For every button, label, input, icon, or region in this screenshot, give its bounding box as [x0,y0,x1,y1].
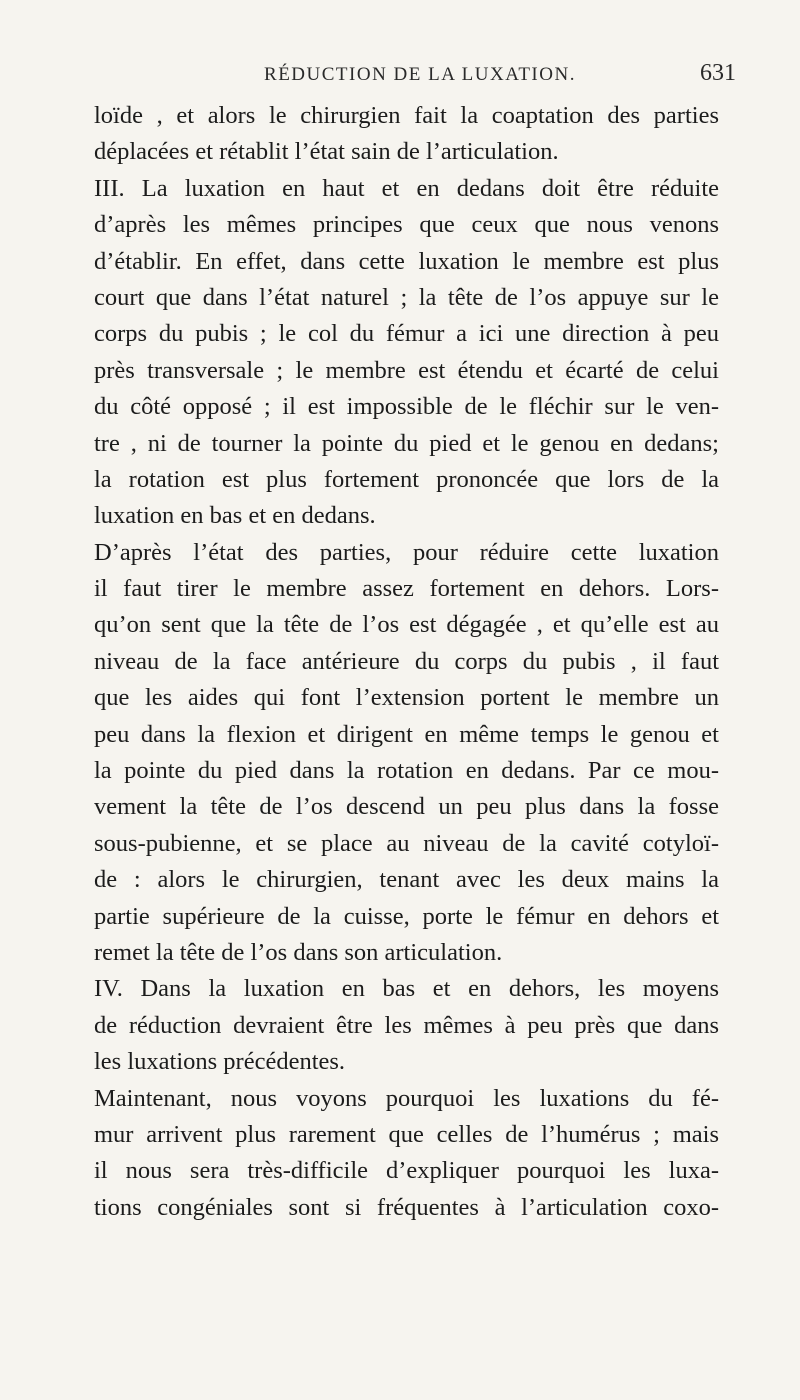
text-line: il faut tirer le membre assez fortement en dehors. Lors- [94,575,719,603]
text-line: D’après l’état des parties, pour réduire cette luxation [94,538,719,566]
text-line: près transversale ; le membre est étendu et écarté de celui [94,356,719,384]
text-line: Maintenant, nous voyons pourquoi les luxations du fé- [94,1084,719,1112]
text-line: de réduction devraient être les mêmes à peu près que dans [94,1011,719,1039]
text-line: qu’on sent que la tête de l’os est dégagée , et qu’elle est au [94,611,719,639]
page-number: 631 [700,60,736,86]
text-line: la rotation est plus fortement prononcée que lors de la [94,465,719,493]
text-line: vement la tête de l’os descend un peu plus dans la fosse [94,793,719,821]
text-line: court que dans l’état naturel ; la tête de l’os appuye sur le [94,283,719,311]
text-line: que les aides qui font l’extension portent le membre un [94,684,719,712]
text-line: mur arrivent plus rarement que celles de l’humérus ; mais [94,1120,719,1148]
text-line: IV. Dans la luxation en bas et en dehors, les moyens [94,975,719,1003]
text-line: loïde , et alors le chirurgien fait la coaptation des parties [94,102,719,129]
body-text [94,98,719,1226]
text-line: d’établir. En effet, dans cette luxation le membre est plus [94,247,719,275]
text-line: niveau de la face antérieure du corps du pubis , il faut [94,647,719,675]
text-line: III. La luxation en haut et en dedans doit être réduite [94,174,719,202]
text-line: tions congéniales sont si fréquentes à l’articulation coxo- [94,1193,719,1221]
text-line: peu dans la flexion et dirigent en même temps le genou et [94,720,719,748]
text-line: tre , ni de tourner la pointe du pied et le genou en dedans; [94,429,719,457]
text-line: il nous sera très-difficile d’expliquer pourquoi les luxa- [94,1157,719,1185]
text-line: corps du pubis ; le col du fémur a ici une direction à peu [94,320,719,348]
text-line: du côté opposé ; il est impossible de le fléchir sur le ven- [94,393,719,421]
text-line: les luxations précédentes. [94,1048,346,1076]
text-line: d’après les mêmes principes que ceux que nous venons [94,211,719,239]
text-line: luxation en bas et en dedans. [94,502,376,530]
text-line: déplacées et rétablit l’état sain de l’articulation. [94,138,559,166]
text-line: de : alors le chirurgien, tenant avec les deux mains la [94,866,719,894]
running-head: RÉDUCTION DE LA LUXATION. [264,64,576,85]
text-line: la pointe du pied dans la rotation en dedans. Par ce mou- [94,757,719,785]
text-line: partie supérieure de la cuisse, porte le fémur en dehors et [94,902,719,930]
text-line: sous-pubienne, et se place au niveau de la cavité cotyloï- [94,829,719,857]
text-line: remet la tête de l’os dans son articulation. [94,938,503,966]
